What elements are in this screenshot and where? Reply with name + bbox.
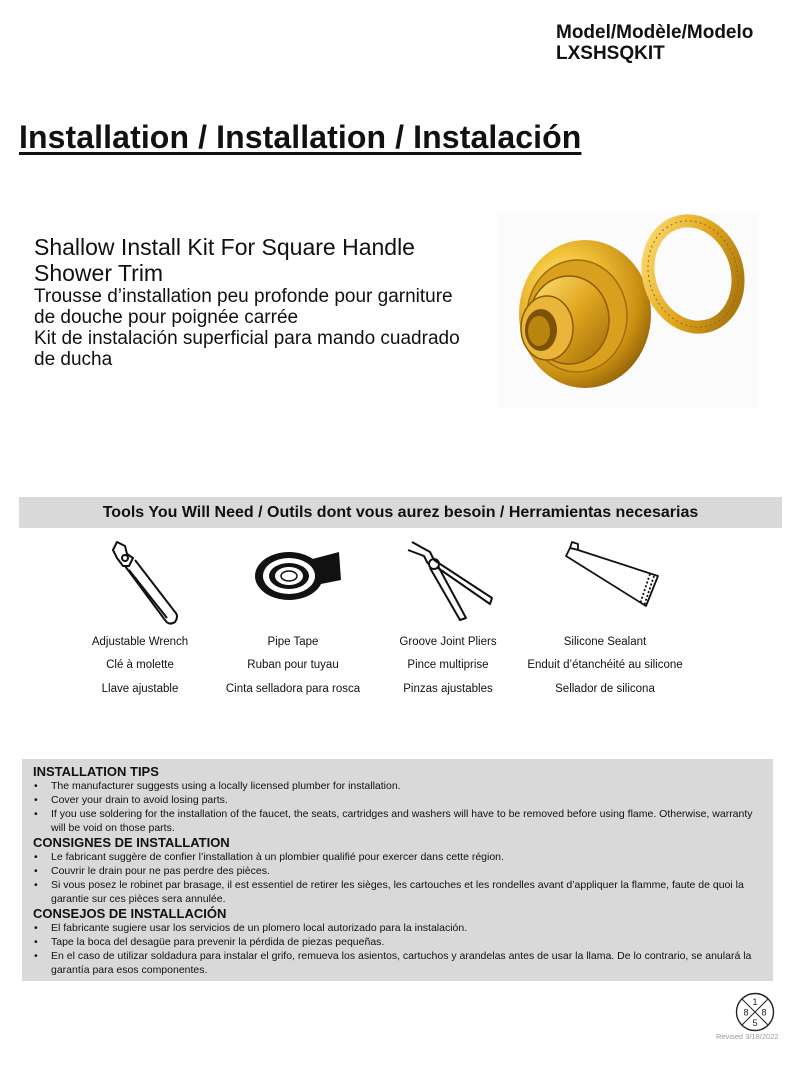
- tips-heading-es: CONSEJOS DE INSTALLACIÓN: [33, 906, 227, 921]
- tool-groove-joint-pliers: [368, 536, 528, 695]
- tool-label-es: Sellador de silicona: [555, 683, 655, 695]
- model-number: LXSHSQKIT: [556, 43, 665, 64]
- logo-digit-left: 8: [743, 1007, 749, 1018]
- tip-item: • En el caso de utilizar soldadura para instalar el grifo, remueva los asientos, cartuchos y arandelas antes de usar la llama. De lo contrario, se anulará la garantía para esos componentes.: [33, 949, 761, 977]
- product-photo: [497, 212, 759, 408]
- model-block: [556, 22, 753, 64]
- silicone-sealant-icon: [550, 536, 660, 628]
- tip-item: • Si vous posez le robinet par brasage, il est essentiel de retirer les sièges, les cartouches et les rondelles avant d’appliquer la flamme, faute de quoi la garantie sur ces pièces sera annulée.: [33, 878, 761, 906]
- product-title-en-1: Shallow Install Kit For Square Handle: [34, 234, 415, 260]
- tool-label-en: Silicone Sealant: [563, 636, 647, 648]
- tool-pipe-tape: [213, 536, 373, 695]
- tool-label-fr: Ruban pour tuyau: [247, 659, 339, 671]
- product-title-es-1: Kit de instalación superficial para mando cuadrado: [34, 328, 460, 349]
- page-title: Installation / Installation / Instalación: [19, 119, 582, 155]
- logo-digit-right: 8: [761, 1007, 767, 1018]
- pipe-tape-icon: [243, 536, 343, 628]
- tip-item: • Le fabricant suggère de confier l’installation à un plombier qualifié pour exercer dans cette région.: [33, 850, 761, 864]
- product-title-block: [34, 234, 504, 370]
- product-title-fr-2: de douche pour poignée carrée: [34, 307, 299, 328]
- installation-tips-panel: [22, 759, 773, 981]
- tool-label-fr: Pince multiprise: [407, 659, 489, 671]
- tool-label-fr: Clé à molette: [106, 659, 174, 671]
- tip-item: • If you use soldering for the installation of the faucet, the seats, cartridges and washers will have to be removed before using flame. Otherwise, warranty will be void on those parts.: [33, 807, 761, 835]
- logo-digit-top: 1: [752, 997, 758, 1007]
- groove-joint-pliers-icon: [398, 536, 498, 628]
- tool-label-en: Groove Joint Pliers: [399, 636, 497, 648]
- tip-item: • The manufacturer suggests using a locally licensed plumber for installation.: [33, 779, 761, 793]
- tip-item: • El fabricante sugiere usar los servicios de un plomero local autorizado para la instalación.: [33, 921, 761, 935]
- tool-label-en: Pipe Tape: [267, 636, 319, 648]
- brand-logo-icon: [735, 992, 775, 1032]
- tips-list-en: [33, 779, 761, 835]
- product-title-en-2: Shower Trim: [34, 260, 164, 286]
- tip-item: • Couvrir le drain pour ne pas perdre des pièces.: [33, 864, 761, 878]
- product-title-fr-1: Trousse d’installation peu profonde pour garniture: [34, 286, 453, 307]
- tools-heading: Tools You Will Need / Outils dont vous aurez besoin / Herramientas necesarias: [19, 497, 782, 528]
- product-title-es-2: de ducha: [34, 349, 113, 370]
- tool-adjustable-wrench: [60, 536, 220, 695]
- tool-label-en: Adjustable Wrench: [91, 636, 189, 648]
- tips-heading-en: INSTALLATION TIPS: [33, 764, 159, 779]
- tool-silicone-sealant: [525, 536, 685, 695]
- adjustable-wrench-icon: [95, 536, 185, 628]
- tips-list-fr: [33, 850, 761, 906]
- tip-item: • Cover your drain to avoid losing parts.: [33, 793, 761, 807]
- tool-label-es: Llave ajustable: [101, 683, 179, 695]
- tool-label-fr: Enduit d’étanchéité au silicone: [527, 659, 683, 671]
- tips-list-es: [33, 921, 761, 977]
- model-label: Model/Modèle/Modelo: [556, 22, 754, 43]
- adapter-body-icon: [519, 240, 651, 388]
- tool-label-es: Cinta selladora para rosca: [225, 683, 361, 695]
- revised-date: Revised 3/18/2022: [716, 1032, 779, 1041]
- logo-digit-bottom: 5: [752, 1018, 758, 1028]
- tips-heading-fr: CONSIGNES DE INSTALLATION: [33, 835, 230, 850]
- tip-item: • Tape la boca del desagüe para prevenir la pérdida de piezas pequeñas.: [33, 935, 761, 949]
- tool-label-es: Pinzas ajustables: [403, 683, 493, 695]
